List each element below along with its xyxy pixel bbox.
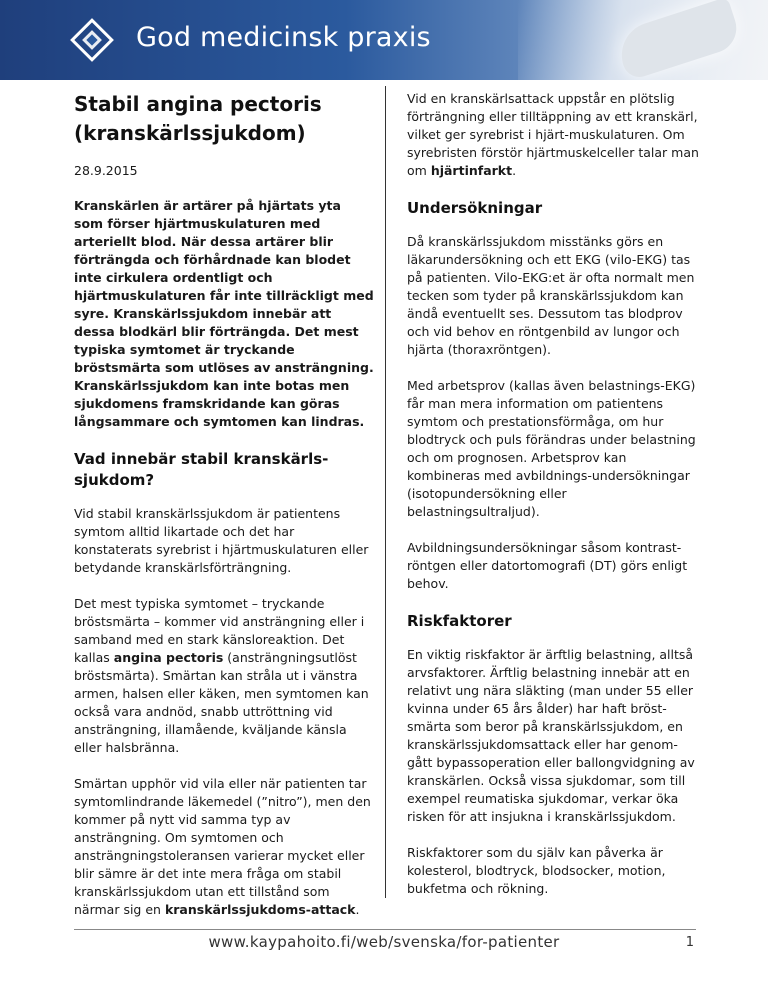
paragraph: Då kranskärlssjukdom misstänks görs en läkarundersökning och ett EKG (vilo-EKG) tas på patienten. Vilo-EKG:et är ofta normalt men tecken som tyder på kranskärlssjukdom kan ändå eventuellt ses. Dessutom tas blodprov och vid behov en röntgenbild av lungor och hjärta (thoraxröntgen). — [407, 234, 695, 357]
paragraph: Vid stabil kranskärlssjukdom är patientens symtom alltid likartade och det har konstaterats syrebrist i hjärtmuskulaturen eller betydande kranskärlsförträngning. — [74, 506, 369, 575]
column-divider — [385, 86, 386, 898]
lead-paragraph: Kranskärlen är artärer på hjärtats yta som förser hjärtmuskulaturen med arteriellt blod. När dessa artärer blir förträngda och förhårdnade kan blodet inte cirkulera ordentligt och hjärtmuskulaturen får inte tillräckligt med syre. Kranskärlssjukdom innebär att dessa blodkärl blir förträngda. Det mest typiska symtomet är tryckande bröstsmärta som utlöses av ansträngning. Kranskärlssjukdom kan inte botas men sjukdomens framskridande kan göras långsammare och symtomen kan lindras. — [74, 198, 374, 429]
paragraph: En viktig riskfaktor är ärftlig belastning, alltså arvsfaktorer. Ärftlig belastning innebär att en relativt ung nära släkting (man under 55 eller kvinna under 65 års ålder) har haft bröst-smärta som beror på kranskärlssjukdom, en kranskärlssjukdomsattack eller har genom-gått bypassoperation eller ballongvidgning av kranskärlen. Också vissa sjukdomar, som till exempel reumatiska sjukdomar, verkar öka risken för att insjukna i kranskärlssjukdom. — [407, 647, 695, 824]
paragraph: Det mest typiska symtomet – tryckande bröstsmärta – kommer vid ansträngning eller i samband med en stark känsloreaktion. Det kallas angina pectoris (ansträngningsutlöst bröstsmärta). Smärtan kan stråla ut i vänstra armen, halsen eller käken, men symtomen kan också vara andnöd, snabb uttröttning vid ansträngning, illamående, kväljande känsla eller halsbränna. — [74, 596, 369, 755]
banner-photo — [518, 0, 768, 80]
paragraph: Avbildningsundersökningar såsom kontrast-röntgen eller datortomografi (DT) görs enligt behov. — [407, 540, 688, 591]
hand-tablet-image — [613, 0, 743, 80]
section-heading-risk: Riskfaktorer — [407, 612, 512, 630]
page-title: Stabil angina pectoris (kranskärlssjukdom) — [74, 92, 322, 145]
header-banner — [0, 0, 768, 80]
paragraph: Vid en kranskärlsattack uppstår en plötslig förträngning eller tilltäppning av ett kranskärl, vilket ger syrebrist i hjärt-muskulaturen. Om syrebristen förstör hjärtmuskelceller talar man om hjärtinfarkt. — [407, 91, 699, 178]
publish-date: 28.9.2015 — [74, 163, 138, 178]
right-column — [407, 88, 699, 916]
brand-title: God medicinsk praxis — [136, 22, 431, 53]
section-heading-exams: Undersökningar — [407, 199, 543, 217]
term-attack: kranskärlssjukdoms-attack — [164, 902, 356, 917]
section-heading-stable: Vad innebär stabil kranskärls-sjukdom? — [74, 450, 329, 489]
footer-rule — [74, 929, 696, 930]
left-column — [74, 88, 374, 937]
paragraph: Med arbetsprov (kallas även belastnings-EKG) får man mera information om patientens symtom och prestationsförmåga, om hur blodtryck och puls förändras under belastning och om prognosen. Arbetsprov kan kombineras med avbildnings-undersökningar (isotopundersökning eller belastningsultraljud). — [407, 378, 696, 519]
page-number: 1 — [685, 935, 694, 950]
diamond-logo-icon — [68, 16, 116, 64]
footer-url: www.kaypahoito.fi/web/svenska/for-patienter — [208, 933, 560, 951]
term-angina: angina pectoris — [113, 650, 224, 665]
paragraph: Smärtan upphör vid vila eller när patienten tar symtomlindrande läkemedel (”nitro”), men den kommer på nytt vid samma typ av ansträngning. Om symtomen och ansträngningstoleransen varierar mycket eller blir sämre är det inte mera fråga om stabil kranskärlssjukdom utan ett tillstånd som närmar sig en kranskärlssjukdoms-attack. — [74, 776, 371, 917]
paragraph: Riskfaktorer som du själv kan påverka är kolesterol, blodtryck, blodsocker, motion, bukfetma och rökning. — [407, 845, 666, 896]
term-infarct: hjärtinfarkt — [430, 163, 513, 178]
